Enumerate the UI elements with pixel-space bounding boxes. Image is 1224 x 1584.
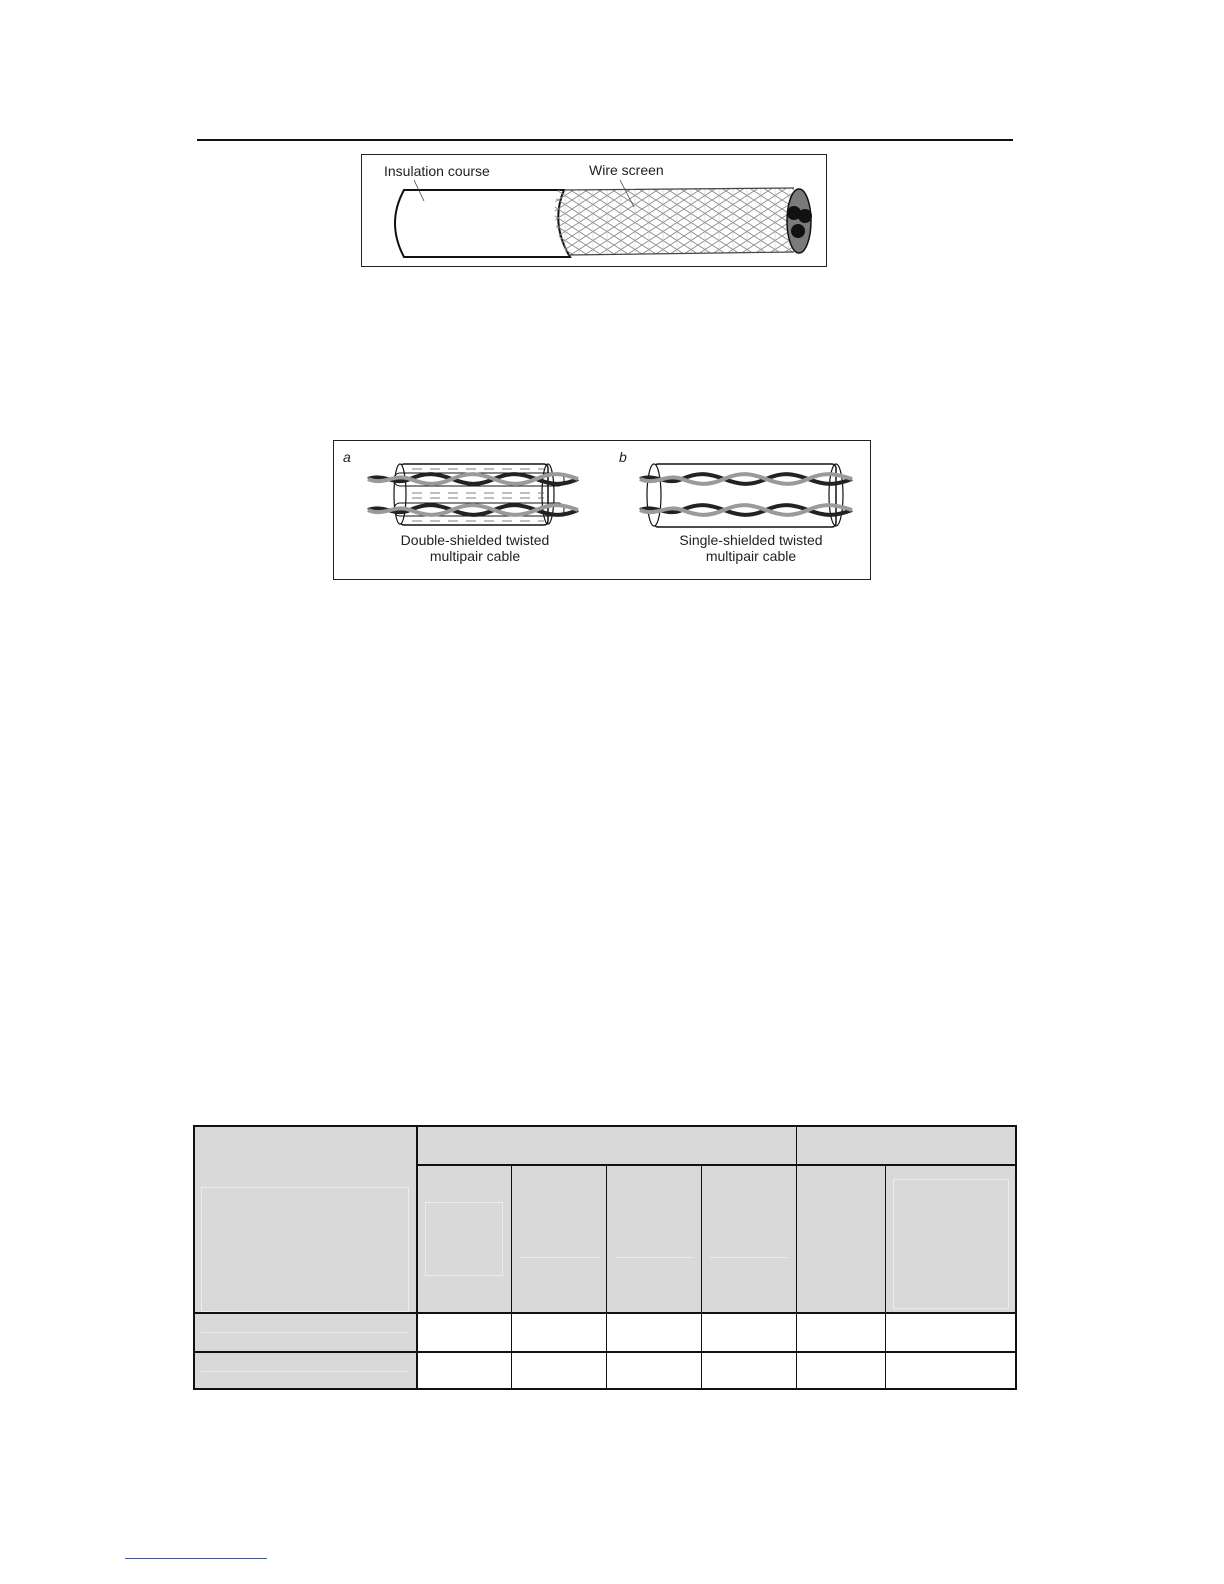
table-rule [606, 1165, 607, 1388]
ghost-rule [520, 1257, 600, 1258]
panel-a-caption-line2: multipair cable [429, 548, 521, 564]
panel-a-caption-line1: Double-shielded twisted [400, 532, 550, 548]
table-rule [701, 1165, 702, 1388]
ghost-cell [201, 1187, 409, 1312]
spec-table [193, 1125, 1017, 1390]
panel-b-caption [651, 532, 851, 564]
insulation-course-label: Insulation course [384, 163, 490, 179]
ghost-rule [615, 1257, 693, 1258]
single-shielded-cable-drawing [640, 464, 852, 527]
shielded-cable-figure [361, 154, 827, 267]
twisted-pair-figure [333, 440, 871, 580]
wire-screen-label: Wire screen [589, 162, 664, 178]
ghost-rule [201, 1371, 409, 1372]
table-rule [885, 1165, 886, 1388]
table-rule [511, 1165, 512, 1388]
footnote-rule [125, 1558, 267, 1559]
table-rule [416, 1164, 1015, 1166]
page-header-rule [197, 139, 1013, 141]
panel-b-caption-line1: Single-shielded twisted [679, 532, 823, 548]
ghost-rule [201, 1332, 409, 1333]
panel-b-letter: b [619, 449, 627, 465]
table-rule [796, 1127, 797, 1388]
panel-b-caption-line2: multipair cable [705, 548, 797, 564]
table-rule [195, 1312, 1015, 1314]
table-rule [195, 1351, 1015, 1353]
ghost-cell [893, 1179, 1009, 1309]
panel-a-caption [375, 532, 575, 564]
panel-a-letter: a [343, 449, 351, 465]
table-rule [416, 1127, 418, 1388]
ghost-cell [425, 1202, 503, 1276]
double-shielded-cable-drawing [368, 464, 578, 525]
ghost-rule [710, 1257, 788, 1258]
